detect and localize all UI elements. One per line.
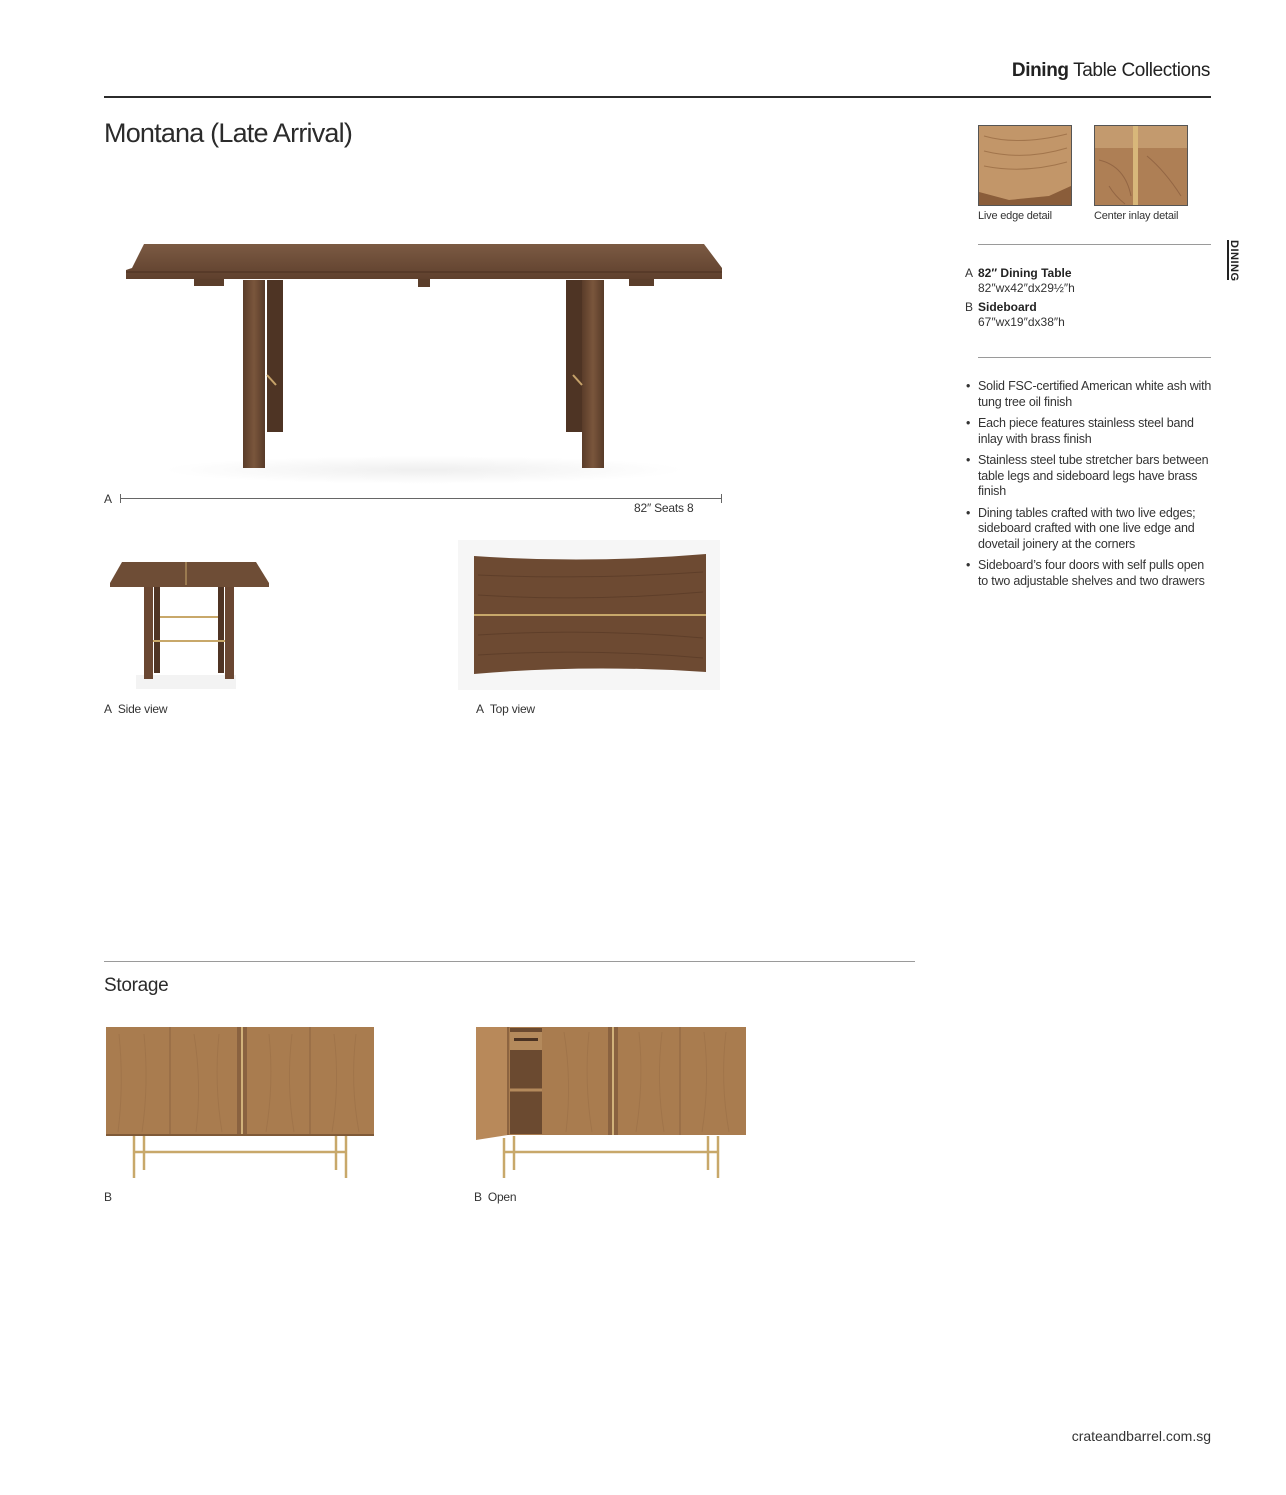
collection-title: Montana (Late Arrival) xyxy=(104,118,353,148)
live-edge-swatch xyxy=(978,125,1072,206)
header-divider xyxy=(104,96,1211,98)
section-header-bold: Dining xyxy=(1011,60,1069,81)
top-view-image xyxy=(458,540,720,690)
storage-title: Storage xyxy=(104,975,169,996)
spec-dimensions: 67″wx19″dx38″h xyxy=(978,315,1065,329)
feature-item: • Solid FSC-certified American white ash with tung tree oil finish xyxy=(965,379,1213,410)
spec-item-sideboard xyxy=(965,300,1075,330)
side-tab-label: DINING xyxy=(1228,240,1240,282)
top-view-letter: A xyxy=(476,702,484,716)
feature-item: • Dining tables crafted with two live edges; sideboard crafted with one live edge and dovetail joinery at the corners xyxy=(965,506,1213,553)
feature-item: • Stainless steel tube stretcher bars between table legs and sideboard legs have brass finish xyxy=(965,453,1213,500)
side-view-letter: A xyxy=(104,702,112,716)
side-view-caption xyxy=(104,702,167,716)
feature-item: • Each piece features stainless steel band inlay with brass finish xyxy=(965,416,1213,447)
sideboard-open-image xyxy=(474,1022,748,1180)
side-view-image xyxy=(106,555,272,693)
spec-name: 82″ Dining Table xyxy=(978,266,1072,280)
spec-letter: A xyxy=(965,266,974,280)
spec-letter: B xyxy=(965,300,974,314)
sideboard-open-label: Open xyxy=(487,1190,517,1204)
center-inlay-swatch xyxy=(1094,125,1188,206)
top-view-caption xyxy=(476,702,535,716)
feature-item: • Sideboard’s four doors with self pulls open to two adjustable shelves and two drawers xyxy=(965,558,1213,589)
feature-list xyxy=(965,379,1213,595)
dining-table-image xyxy=(104,200,744,490)
sideboard-image xyxy=(104,1024,376,1180)
center-inlay-caption: Center inlay detail xyxy=(1094,210,1179,222)
live-edge-caption: Live edge detail xyxy=(978,210,1052,222)
section-header-rest: Table Collections xyxy=(1073,60,1210,81)
main-image-letter: A xyxy=(104,492,112,506)
sideboard-open-letter: B xyxy=(474,1190,482,1204)
spec-item-dining-table xyxy=(965,266,1075,296)
dining-side-tab[interactable] xyxy=(1226,240,1248,282)
dimension-label: 82″ Seats 8 xyxy=(634,501,694,515)
spec-dimensions: 82″wx42″dx29½″h xyxy=(978,281,1075,295)
dimension-tick-start xyxy=(120,494,121,503)
storage-divider xyxy=(104,961,915,962)
specs-divider-bottom xyxy=(978,357,1211,358)
side-view-label: Side view xyxy=(117,702,168,716)
spec-name: Sideboard xyxy=(978,300,1037,314)
sideboard-caption xyxy=(104,1190,118,1204)
dimension-tick-end xyxy=(721,494,722,503)
sideboard-open-caption xyxy=(474,1190,516,1204)
spec-list xyxy=(965,266,1075,330)
sideboard-letter: B xyxy=(104,1190,112,1204)
footer-website-link[interactable]: crateandbarrel.com.sg xyxy=(1071,1428,1211,1444)
specs-divider-top xyxy=(978,244,1211,245)
dimension-line xyxy=(120,498,722,499)
section-header xyxy=(1012,60,1210,82)
top-view-label: Top view xyxy=(489,702,535,716)
